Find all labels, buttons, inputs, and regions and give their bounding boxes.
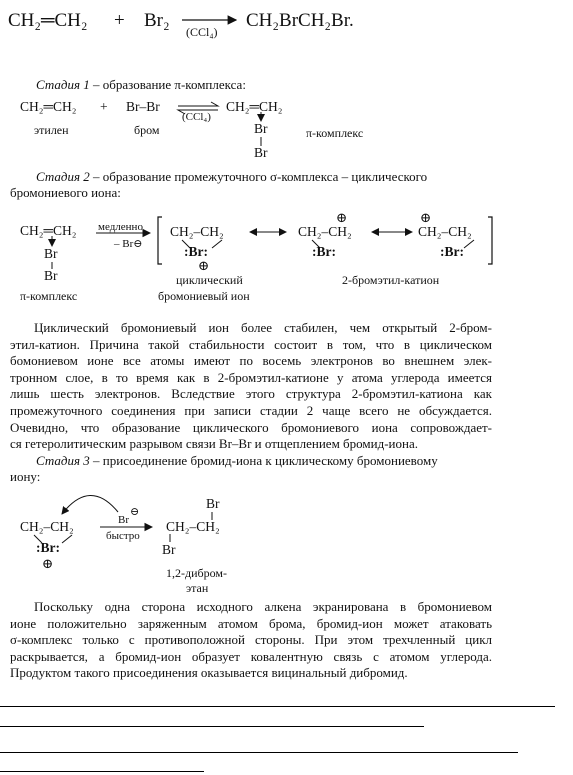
- stage2-pi-br-top: Br: [44, 246, 58, 261]
- stage1-plus: +: [100, 99, 108, 114]
- stage3-cyclic-bond-right: [62, 535, 72, 543]
- stage3-minus: ⊖: [130, 506, 140, 518]
- stage1-heading-text: – образование π-комплекса:: [89, 77, 246, 92]
- main-reagent-bromine: Br₂: [144, 10, 170, 31]
- paragraph-1-line: промежуточного соединения при записи стадии 2 чаще всего не обсуждается.: [10, 402, 492, 418]
- stage1-label-ethylene: этилен: [34, 123, 69, 137]
- stage2-cation1-br: :Br:: [312, 244, 336, 259]
- stage3-attack-arrow: [62, 495, 118, 514]
- stage1-complex-br-top: Br: [254, 121, 268, 136]
- stage2-arrow-bottom: – Br⊖: [114, 238, 143, 250]
- stage2-heading-text: – образование промежуточного σ-комплекса – циклического: [89, 169, 428, 184]
- stage2-cation1-bond: [312, 240, 320, 248]
- paragraph-2-line: Поскольку одна сторона исходного алкена экранирована в бромониевом: [34, 599, 492, 614]
- stage1-heading-label: Стадия 1: [36, 77, 90, 92]
- stage3-product-label-1: 1,2-дибром-: [166, 566, 227, 580]
- stage1-label-bromine: бром: [134, 123, 160, 137]
- stage3-arrow-bottom: быстро: [106, 530, 140, 542]
- stage1-reverse-arrow: [178, 110, 218, 114]
- stage1-complex-br-bottom: Br: [254, 145, 268, 160]
- stage1-bromine: Br–Br: [126, 99, 160, 114]
- stage2-label-cation: 2-бромэтил-катион: [342, 273, 440, 287]
- stage2-cation1-formula: CH₂–CH₂: [298, 224, 352, 239]
- stage3-heading-text: – присоединение бромид-иона к циклическому бромониевому: [89, 453, 438, 468]
- stage2-cyclic-plus: ⊕: [198, 258, 210, 273]
- stage3-product-label-2: этан: [186, 581, 209, 595]
- paragraph-2-line: раскрывается, а бромид-ион образует ковалентную связь с атомом углерода.: [10, 648, 492, 664]
- stage3-product-formula: CH₂–CH₂: [166, 519, 220, 534]
- stage2-pi-label: π-комплекс: [20, 289, 78, 303]
- stage2-arrow-top: медленно: [98, 221, 143, 233]
- paragraph-1-line: Очевидно, что образование циклического бромониевого иона сопровождает-: [10, 419, 492, 435]
- stage3-cyclic-plus: ⊕: [42, 556, 54, 571]
- stage1-complex: CH₂═CH₂: [226, 99, 283, 114]
- stage2-heading-label: Стадия 2: [36, 169, 90, 184]
- stage2-label-cyclic-1: циклический: [176, 273, 243, 287]
- stage2-cation2-bond: [464, 240, 474, 248]
- paragraph-1-line: лишь шесть электронов. Вследствие этого структура 2-бромэтил-катиона как: [10, 386, 492, 402]
- stage1-label-complex: π-комплекс: [306, 126, 364, 140]
- paragraph-1-line: Циклический бромониевый ион более стабилен, чем открытый 2-бром-: [34, 320, 492, 335]
- paragraph-2-line: σ-комплекс только с противоположной стороны. При этом трехчленный цикл: [10, 632, 492, 648]
- stage2-cyclic-bond-left: [182, 240, 190, 248]
- stage1-forward-arrow: [178, 102, 218, 106]
- stage2-bracket-right: [488, 217, 492, 264]
- stage3-cyclic-formula: CH₂–CH₂: [20, 519, 74, 534]
- main-reactant-ethylene: CH₂═CH₂: [8, 10, 88, 31]
- stage2-pi-br-bottom: Br: [44, 268, 58, 283]
- stage2-cyclic-br: :Br:: [184, 244, 208, 259]
- stage1-condition: (CCl₄): [182, 111, 211, 123]
- stage2-label-cyclic-2: бромониевый ион: [158, 289, 250, 303]
- stage1-ethylene: CH₂═CH₂: [20, 99, 77, 114]
- stage3-product-br-top: Br: [206, 496, 220, 511]
- stage3-heading-label: Стадия 3: [36, 453, 90, 468]
- stage2-pi-complex: CH₂═CH₂: [20, 223, 77, 238]
- paragraph-1-line: бомониевом ионе все атомы имеют по восемь электронов во внешнем элек-: [10, 353, 492, 369]
- stage2-cyclic-bond-right: [212, 240, 222, 248]
- stage2-cation2-formula: CH₂–CH₂: [418, 224, 472, 239]
- stage2-bracket-left: [158, 217, 162, 264]
- stage2-cyclic-formula: CH₂–CH₂: [170, 224, 224, 239]
- paragraph-1-line: тронном слое, в то время как в 2-бромэтил-катионе у атома углерода имеется: [10, 369, 492, 385]
- paragraph-2-line: ионе положительно заряженным атомом брома, бромид-ион может атаковать: [10, 615, 492, 631]
- main-condition: (CCl₄): [186, 25, 218, 39]
- stage3-heading-line2: иону:: [10, 469, 41, 484]
- stage3-cyclic-bond-left: [34, 535, 42, 543]
- stage3-attacker: Br: [118, 514, 129, 526]
- stage2-cation1-plus: ⊕: [336, 210, 348, 225]
- paragraph-2-line: Продуктом такого присоединения оказывается вицинальный дибромид.: [10, 665, 408, 681]
- stage2-cation2-br: :Br:: [440, 244, 464, 259]
- paragraph-1-line: этил-катион. Причина такой стабильности состоит в том, что в циклическом: [10, 336, 492, 352]
- main-plus: +: [114, 10, 125, 31]
- main-product: CH₂BrCH₂Br.: [246, 10, 354, 31]
- stage3-product-br-bottom: Br: [162, 542, 176, 557]
- stage2-heading-line2: бромониевого иона:: [10, 185, 121, 200]
- paragraph-1-line: ся гетеролитическим разрывом связи Br–Br и отщеплением бромид-иона.: [10, 436, 418, 452]
- stage3-cyclic-br: :Br:: [36, 540, 60, 555]
- stage2-cation2-plus: ⊕: [420, 210, 432, 225]
